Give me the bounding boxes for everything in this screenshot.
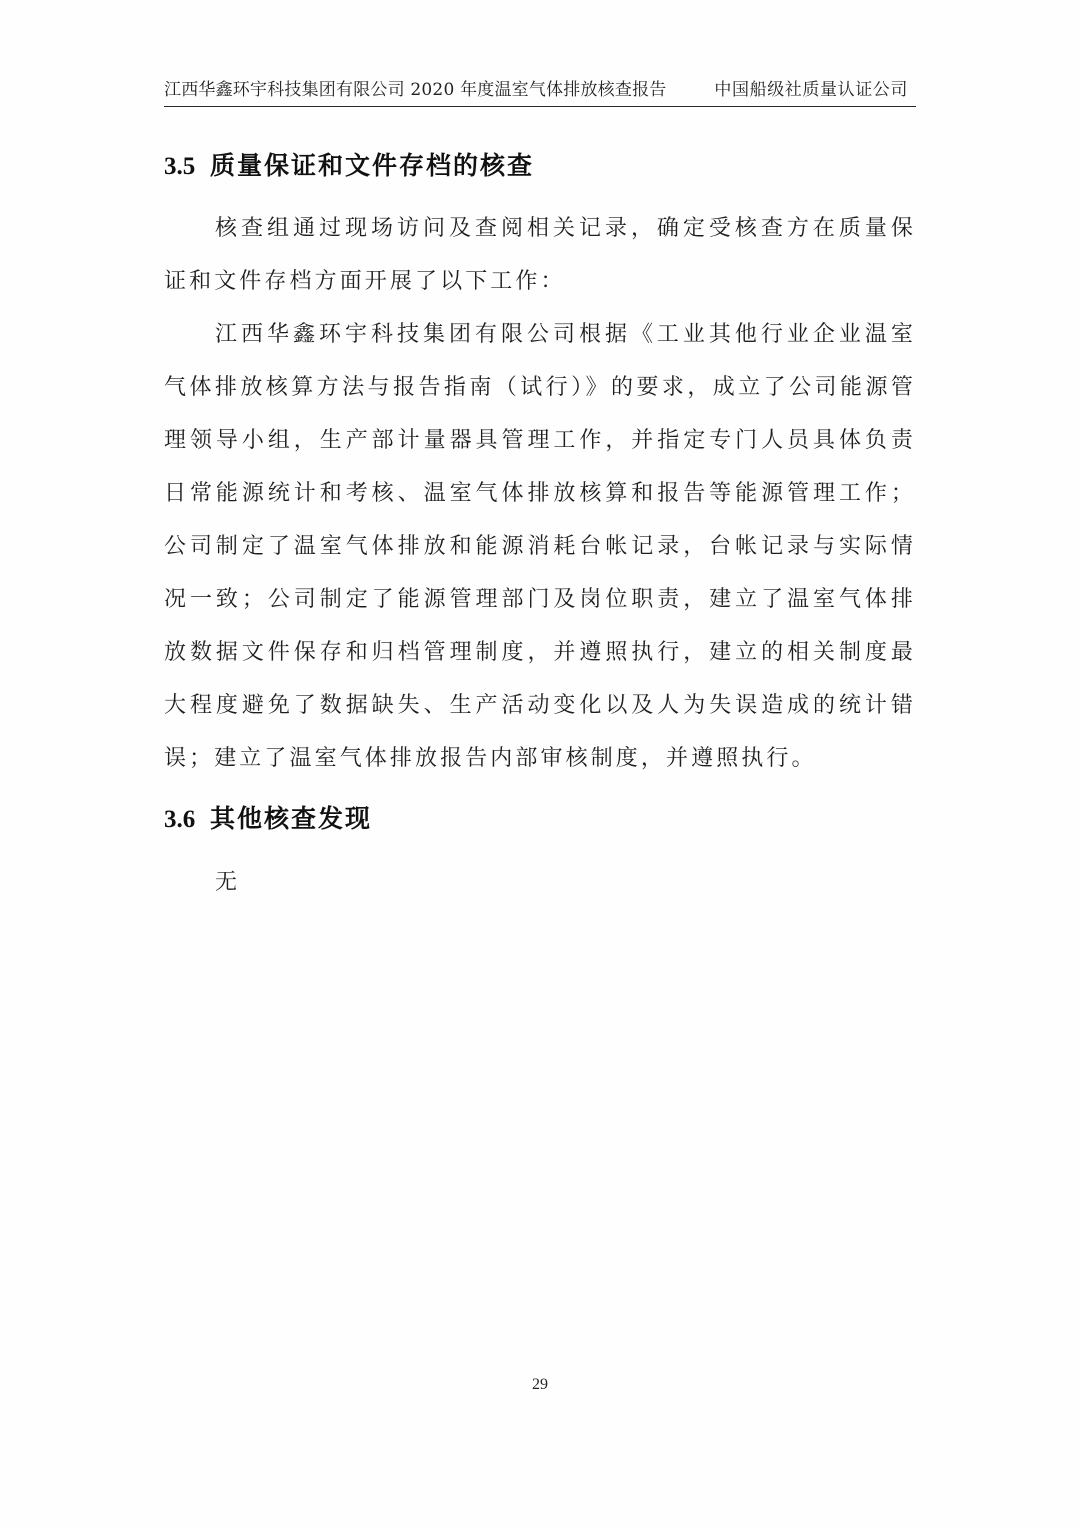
header-report-title: 江西华鑫环宇科技集团有限公司 2020 年度温室气体排放核查报告 [164,80,667,100]
running-header [164,78,916,107]
paragraph-quality-assurance: 江西华鑫环宇科技集团有限公司根据《工业其他行业企业温室气体排放核算方法与报告指南（试行）》的要求，成立了公司能源管理领导小组，生产部计量器具管理工作，并指定专门人员具体负责日常能源统计和考核、温室气体排放核算和报告等能源管理工作；公司制定了温室气体排放和能源消耗台帐记录，台帐记录与实际情况一致；公司制定了能源管理部门及岗位职责，建立了温室气体排放数据文件保存和归档管理制度，并遵照执行，建立的相关制度最大程度避免了数据缺失、生产活动变化以及人为失误造成的统计错误；建立了温室气体排放报告内部审核制度，并遵照执行。 [164,322,916,771]
paragraph-intro: 核查组通过现场访问及查阅相关记录，确定受核查方在质量保证和文件存档方面开展了以下工作： [164,216,916,294]
section-heading-3-5 [164,150,534,183]
section-heading-3-6 [164,803,372,836]
section-number: 3.6 [164,806,196,833]
paragraph-other-findings: 无 [215,870,241,895]
section-title: 其他核查发现 [210,804,373,833]
header-organization: 中国船级社质量认证公司 [714,80,908,100]
section-title: 质量保证和文件存档的核查 [210,151,535,180]
section-number: 3.5 [164,153,196,180]
page-number: 29 [532,1376,548,1393]
